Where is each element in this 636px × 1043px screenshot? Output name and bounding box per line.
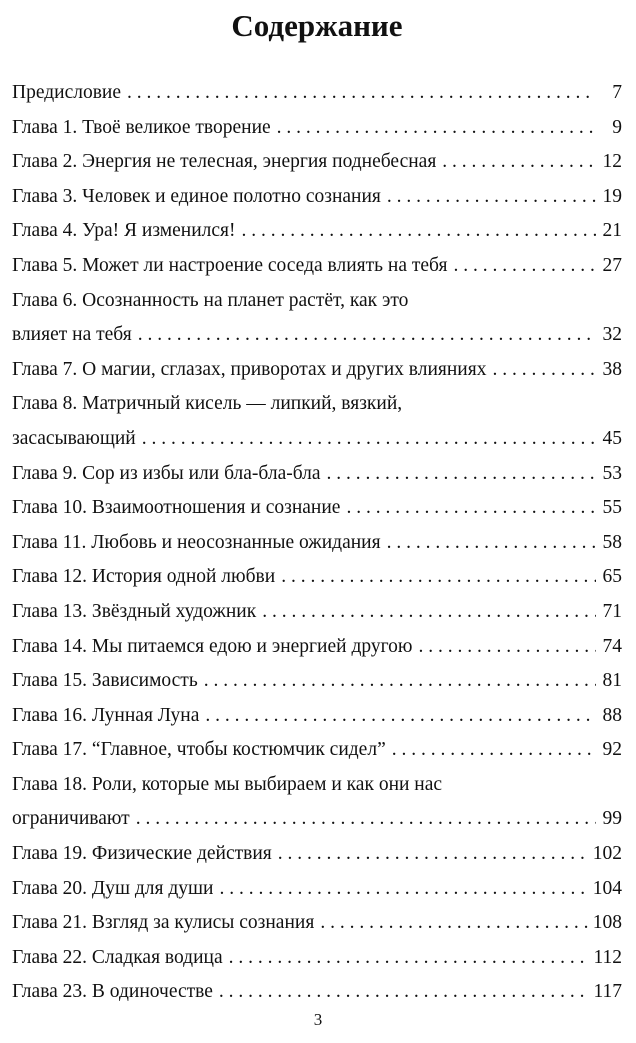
toc-entry-title: Глава 3. Человек и единое полотно сознания — [12, 185, 381, 207]
toc-entry-title: Глава 10. Взаимоотношения и сознание — [12, 497, 341, 519]
toc-entry-row — [12, 318, 622, 353]
toc-page-number: 65 — [602, 566, 622, 588]
toc-entry-title: Глава 2. Энергия не телесная, энергия поднебесная — [12, 151, 437, 173]
toc-page-number: 27 — [602, 254, 622, 276]
toc-page-number: 19 — [602, 185, 622, 207]
toc-entry[interactable] — [12, 768, 622, 837]
toc-entry[interactable] — [12, 145, 622, 180]
table-of-contents — [12, 76, 622, 1010]
toc-entry-title: засасывающий — [12, 427, 136, 449]
dot-leader — [442, 145, 596, 180]
toc-page-number: 32 — [602, 324, 622, 346]
toc-page-number: 81 — [602, 670, 622, 692]
toc-entry[interactable] — [12, 733, 622, 768]
dot-leader — [219, 975, 590, 1010]
toc-entry-row — [12, 111, 622, 146]
dot-leader — [242, 214, 597, 249]
toc-page-number: 99 — [602, 808, 622, 830]
toc-entry-row — [12, 422, 622, 457]
toc-entry-title: Предисловие — [12, 82, 122, 103]
toc-entry[interactable] — [12, 180, 622, 215]
toc-page-number: 74 — [602, 635, 622, 657]
toc-entry[interactable] — [12, 837, 622, 872]
toc-entry-row — [12, 76, 622, 111]
toc-entry-row — [12, 180, 622, 215]
toc-entry-row — [12, 353, 622, 388]
toc-page-number: 104 — [592, 877, 622, 899]
toc-entry[interactable] — [12, 630, 622, 665]
toc-entry-title: Глава 22. Сладкая водица — [12, 946, 223, 968]
toc-entry-title: Глава 4. Ура! Я изменился! — [12, 220, 236, 242]
page-title: Содержание — [231, 8, 403, 43]
toc-entry-row — [12, 145, 622, 180]
dot-leader — [262, 595, 596, 630]
dot-leader — [387, 180, 596, 215]
toc-entry[interactable] — [12, 595, 622, 630]
toc-entry-row — [12, 457, 622, 492]
dot-leader — [127, 76, 596, 111]
toc-entry-row — [12, 214, 622, 249]
toc-entry-row — [12, 249, 622, 284]
toc-entry-row — [12, 630, 622, 665]
toc-entry[interactable] — [12, 214, 622, 249]
toc-page-number: 102 — [592, 843, 622, 865]
toc-entry-row — [12, 560, 622, 595]
dot-leader — [392, 733, 596, 768]
toc-entry-row — [12, 941, 622, 976]
dot-leader — [418, 630, 596, 665]
toc-entry[interactable] — [12, 111, 622, 146]
toc-entry-row — [12, 802, 622, 837]
toc-entry-title: влияет на тебя — [12, 324, 132, 346]
dot-leader — [453, 249, 596, 284]
toc-entry-title: Глава 20. Душ для души — [12, 877, 214, 899]
dot-leader — [346, 491, 596, 526]
toc-entry[interactable] — [12, 387, 622, 456]
toc-entry-row — [12, 975, 622, 1010]
toc-entry-title-line: Глава 6. Осознанность на планет растёт, как это — [12, 289, 409, 311]
toc-entry[interactable] — [12, 664, 622, 699]
toc-entry[interactable] — [12, 76, 622, 111]
toc-entry-title: Глава 7. О магии, сглазах, приворотах и других влияниях — [12, 358, 487, 380]
dot-leader — [277, 111, 596, 146]
toc-entry-row — [12, 872, 622, 907]
toc-entry[interactable] — [12, 872, 622, 907]
toc-entry-row — [12, 595, 622, 630]
toc-page-number: 55 — [602, 497, 622, 519]
toc-entry[interactable] — [12, 906, 622, 941]
dot-leader — [142, 422, 596, 457]
dot-leader — [138, 318, 596, 353]
toc-page-number: 53 — [602, 462, 622, 484]
toc-page-number: 21 — [602, 220, 622, 242]
toc-entry-title: Глава 16. Лунная Луна — [12, 704, 200, 726]
toc-entry[interactable] — [12, 457, 622, 492]
toc-page-number: 38 — [602, 358, 622, 380]
toc-entry-row — [12, 526, 622, 561]
toc-entry-title: Глава 12. История одной любви — [12, 566, 276, 588]
toc-page-number: 58 — [602, 531, 622, 553]
toc-entry-title: ограничивают — [12, 808, 130, 830]
dot-leader — [204, 664, 596, 699]
toc-entry-title-line: Глава 8. Матричный кисель — липкий, вязкий, — [12, 393, 403, 415]
toc-entry-row — [12, 491, 622, 526]
toc-page-number: 117 — [593, 981, 622, 1003]
toc-page-number: 92 — [602, 739, 622, 761]
toc-entry-title: Глава 11. Любовь и неосознанные ожидания — [12, 531, 381, 553]
toc-entry-title: Глава 13. Звёздный художник — [12, 600, 257, 622]
toc-page-number: 45 — [602, 427, 622, 449]
toc-entry[interactable] — [12, 249, 622, 284]
toc-entry-row — [12, 733, 622, 768]
dot-leader — [136, 802, 596, 837]
toc-page-number: 12 — [602, 151, 622, 173]
toc-entry[interactable] — [12, 353, 622, 388]
toc-entry-row — [12, 837, 622, 872]
dot-leader — [387, 526, 596, 561]
toc-entry-row — [12, 906, 622, 941]
toc-entry-title: Глава 5. Может ли настроение соседа влиять на тебя — [12, 254, 448, 276]
toc-page-number: 88 — [602, 704, 622, 726]
toc-entry[interactable] — [12, 491, 622, 526]
dot-leader — [281, 560, 596, 595]
toc-entry-row — [12, 699, 622, 734]
toc-entry[interactable] — [12, 284, 622, 353]
toc-page-number: 112 — [593, 946, 622, 968]
toc-entry-title: Глава 1. Твоё великое творение — [12, 116, 271, 138]
toc-entry-title: Глава 19. Физические действия — [12, 843, 272, 865]
toc-entry[interactable] — [12, 560, 622, 595]
toc-entry-title-line: Глава 18. Роли, которые мы выбираем и как они нас — [12, 773, 443, 795]
toc-entry[interactable] — [12, 975, 622, 1010]
toc-page-number: 9 — [612, 116, 622, 138]
toc-entry-title: Глава 14. Мы питаемся едою и энергией другою — [12, 635, 413, 657]
dot-leader — [278, 837, 589, 872]
toc-page-number: 7 — [612, 82, 622, 103]
dot-leader — [492, 353, 596, 388]
toc-entry[interactable] — [12, 699, 622, 734]
toc-entry[interactable] — [12, 526, 622, 561]
toc-entry[interactable] — [12, 941, 622, 976]
toc-entry-title: Глава 17. “Главное, чтобы костюмчик сидел” — [12, 739, 386, 761]
toc-entry-title: Глава 9. Сор из избы или бла-бла-бла — [12, 462, 321, 484]
page-number: 3 — [313, 1010, 323, 1029]
dot-leader — [229, 941, 590, 976]
dot-leader — [320, 906, 588, 941]
dot-leader — [219, 872, 588, 907]
toc-page-number: 71 — [602, 600, 622, 622]
dot-leader — [205, 699, 596, 734]
toc-entry-title: Глава 23. В одиночестве — [12, 981, 213, 1003]
toc-entry-title: Глава 21. Взгляд за кулисы сознания — [12, 912, 315, 934]
toc-entry-row — [12, 664, 622, 699]
toc-entry-title: Глава 15. Зависимость — [12, 670, 198, 692]
dot-leader — [327, 457, 596, 492]
toc-page-number: 108 — [592, 912, 622, 934]
